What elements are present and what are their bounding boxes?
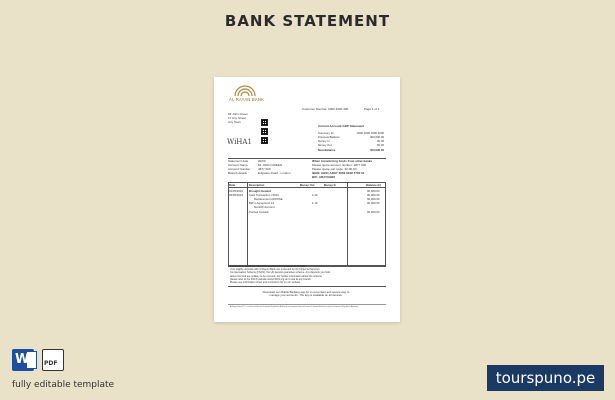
table-cell: Monthly Account: [254, 205, 275, 209]
table-cell: Brought forward: [249, 189, 271, 193]
transfer-info: Please quote account number: 4877 000: [312, 163, 367, 167]
table-cell: Replacement AFROSE: [254, 197, 283, 201]
summary-title: Current Account GBP Statement: [318, 124, 365, 128]
summary-row: New Balance 000,000.00: [318, 148, 384, 152]
info-label: Account Name: [228, 163, 248, 167]
summary-row: Previous Balance 000,000.00: [318, 135, 384, 139]
address-line: Mr John Green: [228, 112, 249, 116]
fscs-notice: Information about the Financial Services Compensation Scheme Your eligible deposits with Al Rayan Bank are protected by the Financial Services Compensation Scheme (FSCS), the UK deposit guarantee scheme. Any deposits you hold above the limit are unlikely to be covered. For further information about the scheme please refer to the FSCS website www.FSCS.org.uk or ask at any branch. Please see information sheet and exclusions list on our website.: [230, 265, 330, 285]
table-header: Date: [229, 183, 236, 187]
qr-code-icon: [261, 119, 268, 126]
mobile-banking-note: Download our Mobile Banking app for a convenient and secure way to manage your accounts. The app is available on all devices.: [262, 290, 350, 298]
transfer-info: When transferring funds from other banks: [312, 159, 373, 163]
qr-code-icon: [261, 137, 268, 144]
address-line: Any Town: [228, 120, 241, 124]
info-value: 4877 000: [258, 167, 271, 171]
table-cell: 00,000.00: [367, 201, 380, 205]
info-label: Statement date: [228, 159, 249, 163]
table-cell: 00,000.00: [367, 197, 380, 201]
table-cell: 00,000.00: [367, 189, 380, 193]
table-cell: 1.10: [312, 201, 318, 205]
editable-caption: fully editable template: [12, 380, 115, 390]
transfer-info: IBAN: GB11 ARAY 3000 0048 7700 01: [312, 171, 365, 175]
table-cell: BW 1 Agreement 14: [249, 201, 275, 205]
pdf-doc-icon: PDF: [42, 349, 64, 371]
summary-row: Money In 00.00: [318, 139, 384, 143]
bank-name: AL RAYAN BANK: [229, 97, 265, 102]
logo-arcs-icon: [234, 84, 256, 96]
signature: WiHA1: [227, 138, 252, 146]
page-title: BANK STATEMENT: [224, 12, 391, 30]
brand-badge[interactable]: tourspuno.pe: [487, 365, 604, 391]
table-cell: Carried forward: [249, 210, 269, 214]
table-header: Money In: [324, 183, 337, 187]
transfer-info: BIC: ARAYGB22: [312, 175, 335, 179]
table-cell: 03/05/2022: [229, 193, 243, 197]
legal-text: Al Rayan Bank PLC is authorised by the Prudential Regulation Authority and regulated by the Financial Conduct Authority and the Prudential Regulation Authority.: [230, 306, 359, 308]
table-header: Balance (£): [366, 183, 381, 187]
info-value: 00/00: [258, 159, 266, 163]
transfer-info: Please quote sort code: 30-00-00: [312, 167, 357, 171]
info-label: Branch details: [228, 171, 248, 175]
summary-row: Money Out 00.00: [318, 143, 384, 147]
table-cell: Card Transaction / 5001: [249, 193, 279, 197]
table-cell: 1.00: [312, 193, 318, 197]
qr-code-icon: [261, 128, 268, 135]
table-header: Description: [249, 183, 265, 187]
customer-ref: Customer Number: 0000 4000 400: [302, 107, 349, 111]
table-header: Money Out: [300, 183, 315, 187]
table-cell: 00,000.00: [367, 210, 380, 214]
info-label: Account Number: [228, 167, 251, 171]
word-doc-icon: [12, 349, 34, 371]
info-value: Edgware Road - London: [258, 171, 291, 175]
address-line: 17 Any Street: [228, 116, 247, 120]
statement-document: [214, 77, 400, 322]
page-of: Page 1 of 1: [364, 107, 380, 111]
table-cell: 00,000.00: [367, 193, 380, 197]
table-cell: 01/05/2022: [229, 189, 243, 193]
summary-row: Summary for 0000 0000 0000 0000: [318, 131, 384, 135]
info-value: Mr JOHN GREEN: [258, 163, 282, 167]
